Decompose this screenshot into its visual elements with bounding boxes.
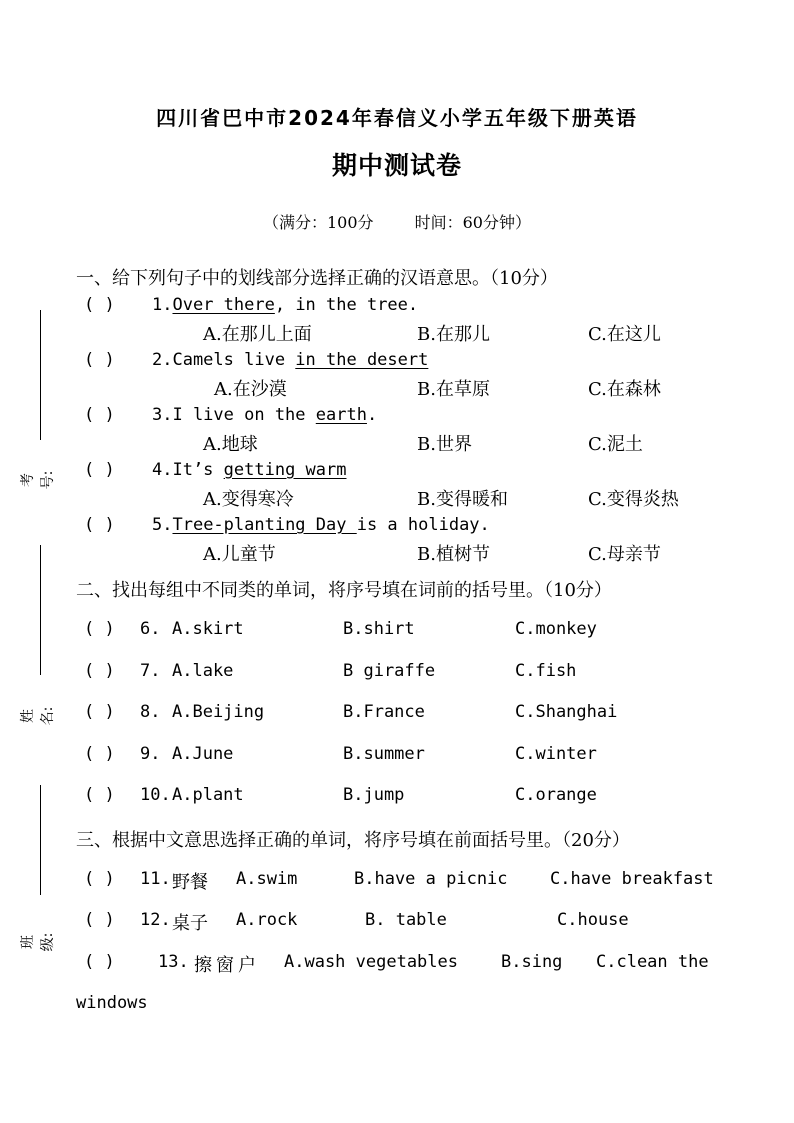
option-a: A.地球 (203, 434, 258, 455)
title-line-2: 期中测试卷 (331, 151, 462, 180)
answer-paren[interactable]: ( ) (84, 661, 115, 681)
option-b: B.世界 (417, 434, 472, 455)
option-c: C.fish (515, 661, 577, 681)
option-c: C.在这儿 (588, 324, 661, 345)
option-b: B.jump (343, 785, 405, 805)
option-b: B.summer (343, 744, 425, 764)
question-number: 9. (140, 744, 161, 764)
option-c: C.monkey (515, 619, 597, 639)
answer-paren[interactable]: ( ) (84, 744, 115, 764)
underlined-phrase: earth (315, 405, 367, 425)
question-5: ( ) 5.Tree-planting Day is a holiday. (84, 515, 490, 535)
margin-line-2 (40, 545, 41, 675)
option-a: A.rock (236, 910, 298, 930)
option-c: C.在森林 (588, 379, 661, 400)
chinese-meaning: 桌子 (172, 913, 208, 934)
option-b: B.shirt (343, 619, 415, 639)
exam-time: 时间：60分钟） (414, 213, 531, 232)
option-c: C.母亲节 (588, 544, 661, 565)
option-a: A.swim (236, 869, 298, 889)
section-1-heading: 一、给下列句子中的划线部分选择正确的汉语意思。（10分） (76, 268, 558, 289)
option-c: C.have breakfast (550, 869, 714, 889)
underlined-phrase: getting warm (223, 460, 347, 480)
option-a: A.lake (172, 661, 234, 681)
title-line-1: 四川省巴中市2024年春信义小学五年级下册英语 (156, 106, 638, 130)
answer-paren[interactable]: ( ) (84, 869, 115, 889)
margin-line-1 (40, 310, 41, 440)
option-b: B. table (365, 910, 447, 930)
option-c: C.泥土 (588, 434, 643, 455)
option-a: A.儿童节 (203, 544, 276, 565)
chinese-meaning: 擦窗户 (194, 955, 260, 976)
option-a: A.在那儿上面 (203, 324, 312, 345)
full-score: （满分：100分 (262, 213, 374, 232)
exam-number-label: 考号: (20, 470, 56, 490)
answer-paren[interactable]: ( ) (84, 515, 115, 535)
option-b: B.在草原 (417, 379, 490, 400)
option-b: B.have a picnic (354, 869, 508, 889)
option-b: B.植树节 (417, 544, 490, 565)
section-2-heading: 二、找出每组中不同类的单词，将序号填在词前的括号里。（10分） (76, 580, 612, 601)
exam-info (0, 210, 794, 233)
option-c: C.house (557, 910, 629, 930)
option-a: A.wash vegetables (284, 952, 458, 972)
option-c: C.Shanghai (515, 702, 618, 722)
option-c: C.orange (515, 785, 597, 805)
question-number: 6. (140, 619, 161, 639)
underlined-phrase: in the desert (295, 350, 429, 370)
underlined-phrase: Over there (172, 295, 275, 315)
question-4: ( ) 4.It’s getting warm (84, 460, 347, 480)
option-a: A.plant (172, 785, 244, 805)
question-number: 13. (158, 952, 189, 972)
option-b: B.在那儿 (417, 324, 490, 345)
option-a: A.变得寒冷 (203, 489, 294, 510)
option-c: C.clean the (596, 952, 709, 972)
underlined-phrase: Tree-planting Day (172, 515, 357, 535)
section-3-heading: 三、根据中文意思选择正确的单词，将序号填在前面括号里。（20分） (76, 830, 630, 851)
answer-paren[interactable]: ( ) (84, 785, 115, 805)
chinese-meaning: 野餐 (172, 872, 208, 893)
option-b: B.France (343, 702, 425, 722)
answer-paren[interactable]: ( ) (84, 405, 115, 425)
option-b: B giraffe (343, 661, 436, 681)
option-b: B.变得暖和 (417, 489, 508, 510)
question-number: 10. (140, 785, 171, 805)
question-number: 8. (140, 702, 161, 722)
option-c: C.winter (515, 744, 597, 764)
question-1: ( ) 1.Over there, in the tree. (84, 295, 419, 315)
question-number: 7. (140, 661, 161, 681)
option-a: A.skirt (172, 619, 244, 639)
option-c: C.变得炎热 (588, 489, 679, 510)
class-label: 班级: (20, 932, 56, 952)
name-label: 姓名: (20, 706, 56, 726)
option-a: A.June (172, 744, 234, 764)
question-2: ( ) 2.Camels live in the desert (84, 350, 429, 370)
question-3: ( ) 3.I live on the earth. (84, 405, 378, 425)
answer-paren[interactable]: ( ) (84, 295, 115, 315)
margin-line-3 (40, 785, 41, 895)
option-a: A.Beijing (172, 702, 265, 722)
option-b: B.sing (501, 952, 563, 972)
option-a: A.在沙漠 (214, 379, 287, 400)
option-c-continued: windows (76, 993, 148, 1013)
question-number: 12. (140, 910, 171, 930)
answer-paren[interactable]: ( ) (84, 350, 115, 370)
answer-paren[interactable]: ( ) (84, 619, 115, 639)
answer-paren[interactable]: ( ) (84, 910, 115, 930)
question-number: 11. (140, 869, 171, 889)
answer-paren[interactable]: ( ) (84, 460, 115, 480)
answer-paren[interactable]: ( ) (84, 952, 115, 972)
answer-paren[interactable]: ( ) (84, 702, 115, 722)
